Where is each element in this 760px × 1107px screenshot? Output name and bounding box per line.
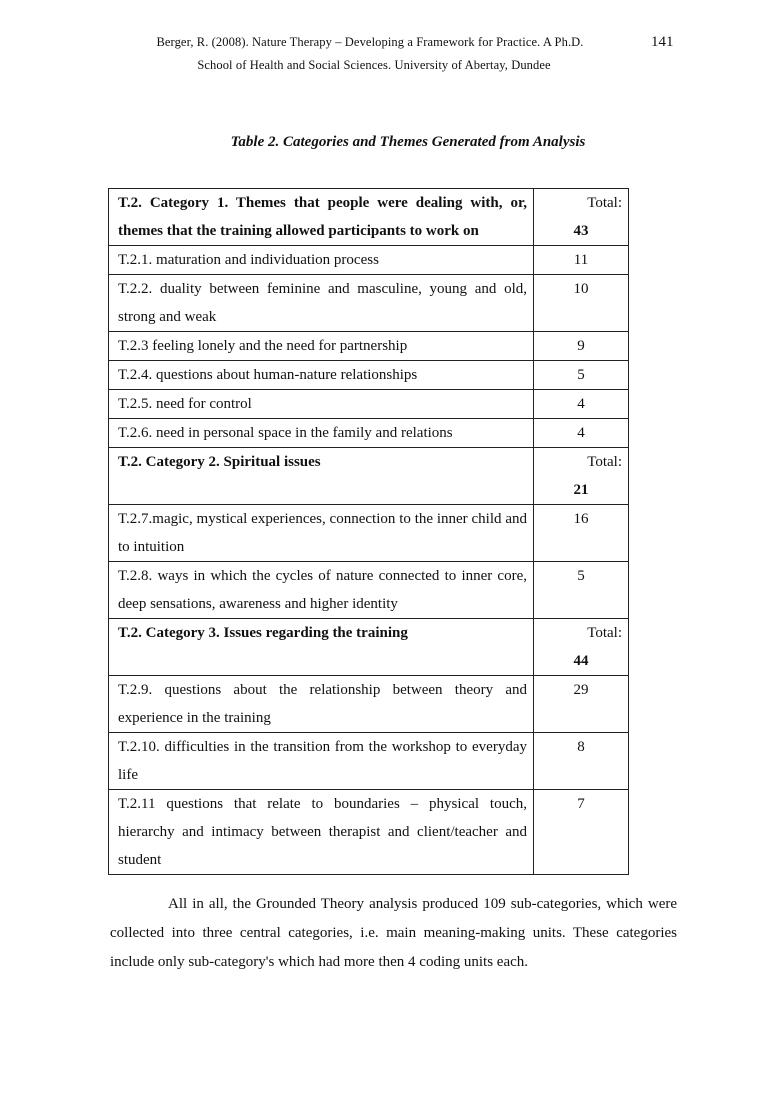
category-total: [534, 619, 629, 676]
theme-text: T.2.7.magic, mystical experiences, connection to the inner child and to intuition: [109, 505, 534, 562]
theme-count: 11: [534, 246, 629, 275]
theme-count: 29: [534, 676, 629, 733]
summary-paragraph: All in all, the Grounded Theory analysis produced 109 sub-categories, which were collected into three central categories, i.e. main meaning-making units. These categories include only sub-category's which had more then 4 coding units each.: [110, 896, 677, 970]
total-label: Total:: [587, 195, 622, 211]
theme-count: 10: [534, 275, 629, 332]
theme-count: 5: [534, 562, 629, 619]
theme-row: [109, 505, 629, 562]
theme-count: 8: [534, 733, 629, 790]
category-title: T.2. Category 3. Issues regarding the training: [109, 619, 534, 676]
total-value: 44: [573, 653, 589, 669]
theme-text: T.2.1. maturation and individuation process: [109, 246, 534, 275]
theme-text: T.2.5. need for control: [109, 390, 534, 419]
theme-text: T.2.8. ways in which the cycles of nature connected to inner core, deep sensations, awareness and higher identity: [109, 562, 534, 619]
theme-count: 7: [534, 790, 629, 875]
categories-table: [108, 188, 629, 875]
theme-row: [109, 246, 629, 275]
theme-row: [109, 332, 629, 361]
theme-row: [109, 733, 629, 790]
theme-row: [109, 361, 629, 390]
category-title: T.2. Category 2. Spiritual issues: [109, 448, 534, 505]
theme-text: T.2.4. questions about human-nature relationships: [109, 361, 534, 390]
category-total: [534, 448, 629, 505]
total-value: 43: [573, 223, 589, 239]
theme-text: T.2.6. need in personal space in the family and relations: [109, 419, 534, 448]
theme-row: [109, 676, 629, 733]
total-label: Total:: [587, 454, 622, 470]
page-number: 141: [651, 34, 674, 50]
category-row: [109, 619, 629, 676]
total-value: 21: [573, 482, 589, 498]
theme-row: [109, 790, 629, 875]
category-row: [109, 448, 629, 505]
running-header-institution: School of Health and Social Sciences. University of Abertay, Dundee: [197, 58, 551, 72]
total-label: Total:: [587, 625, 622, 641]
theme-count: 9: [534, 332, 629, 361]
theme-text: T.2.3 feeling lonely and the need for partnership: [109, 332, 534, 361]
table-caption: Table 2. Categories and Themes Generated from Analysis: [230, 134, 586, 150]
theme-row: [109, 419, 629, 448]
theme-row: [109, 390, 629, 419]
running-header-citation: Berger, R. (2008). Nature Therapy – Developing a Framework for Practice. A Ph.D.: [156, 35, 584, 49]
category-title: T.2. Category 1. Themes that people were dealing with, or, themes that the training allowed participants to work on: [109, 189, 534, 246]
theme-text: T.2.2. duality between feminine and masculine, young and old, strong and weak: [109, 275, 534, 332]
theme-count: 4: [534, 390, 629, 419]
theme-count: 4: [534, 419, 629, 448]
theme-count: 5: [534, 361, 629, 390]
theme-text: T.2.9. questions about the relationship between theory and experience in the training: [109, 676, 534, 733]
category-row: [109, 189, 629, 246]
theme-text: T.2.11 questions that relate to boundaries – physical touch, hierarchy and intimacy between therapist and client/teacher and student: [109, 790, 534, 875]
theme-count: 16: [534, 505, 629, 562]
theme-row: [109, 562, 629, 619]
theme-text: T.2.10. difficulties in the transition from the workshop to everyday life: [109, 733, 534, 790]
category-total: [534, 189, 629, 246]
theme-row: [109, 275, 629, 332]
